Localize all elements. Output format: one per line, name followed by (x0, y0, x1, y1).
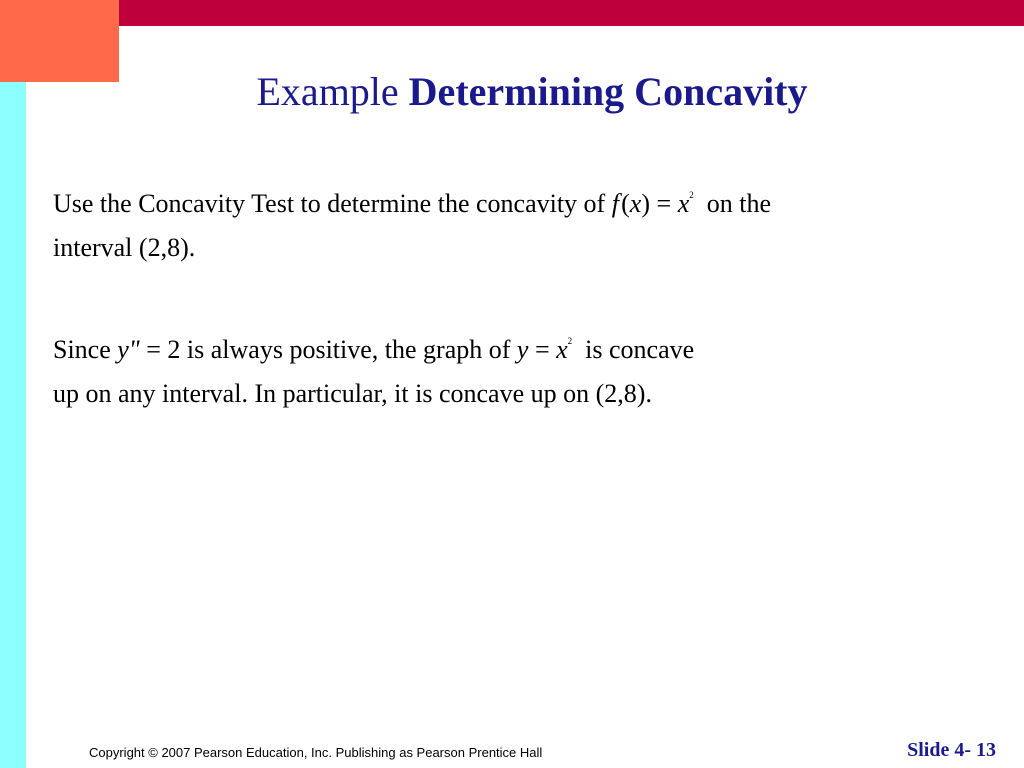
problem-line-2: interval (2,8). (53, 233, 196, 262)
graph-equals: = (534, 335, 550, 364)
func-variable: x (629, 189, 642, 218)
func-close-paren: ) (641, 189, 651, 218)
slide-number: Slide 4- 13 (907, 739, 996, 761)
slide-title (0, 66, 1024, 118)
top-accent-bar (0, 0, 1024, 26)
graph-lhs: y (516, 335, 529, 364)
title-prefix: Example (256, 69, 399, 114)
derivative-value: 2 (167, 335, 181, 364)
func-rhs: x (677, 189, 690, 218)
func-equals: = (656, 189, 672, 218)
title-main: Determining Concavity (408, 69, 808, 114)
func-name: f (611, 189, 619, 218)
solution-line-2: up on any interval. In particular, it is concave up on (2,8). (53, 379, 652, 408)
function-expression (612, 189, 694, 218)
solution-statement (53, 328, 694, 416)
copyright-notice: Copyright © 2007 Pearson Education, Inc. Publishing as Pearson Prentice Hall (89, 745, 543, 760)
graph-expression (517, 335, 572, 364)
graph-exponent: 2 (567, 336, 573, 346)
problem-statement (53, 182, 771, 270)
func-open-paren: ( (621, 189, 630, 218)
derivative-equals: = (146, 335, 161, 364)
problem-suffix: on the (706, 189, 771, 218)
solution-line-1 (53, 328, 694, 372)
func-exponent: 2 (689, 190, 694, 200)
problem-text: Use the Concavity Test to determine the concavity of (53, 189, 606, 218)
solution-prefix: Since (53, 335, 111, 364)
problem-line-1 (53, 182, 771, 226)
solution-middle: is always positive, the graph of (186, 335, 511, 364)
side-accent-bar (0, 82, 26, 768)
second-derivative-expression (117, 335, 180, 364)
second-derivative: y" (117, 335, 140, 364)
graph-rhs: x (556, 335, 568, 364)
solution-suffix: is concave (585, 335, 695, 364)
